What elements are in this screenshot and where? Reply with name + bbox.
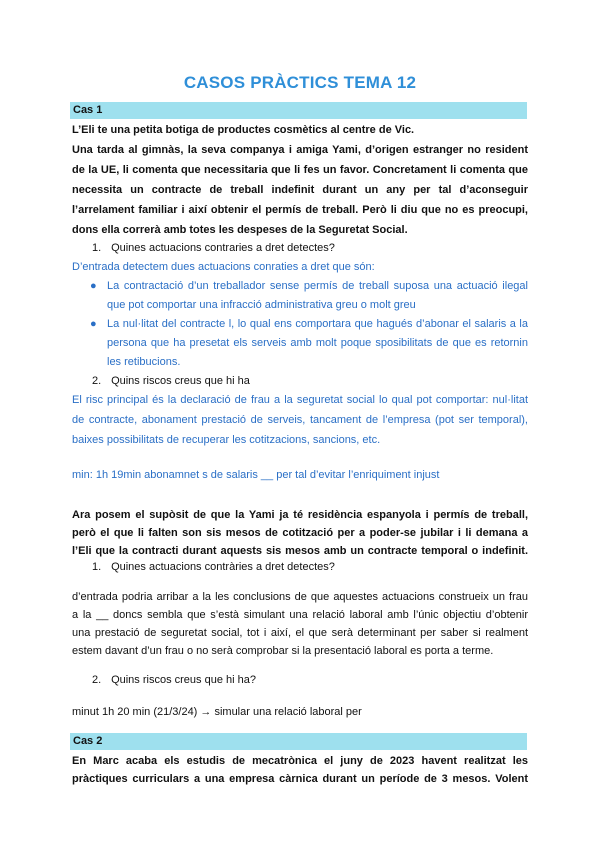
case-1-bullet-2-line: persona que ha presetat els serveis amb molt poque sposibilitats de que es retornin — [107, 337, 528, 349]
case-1-answer-2-line: baixes possibilitats de recuperar les cotitzacions, sancions, etc. — [72, 434, 381, 446]
bullet-icon: ● — [90, 318, 97, 330]
question-number: 2. — [92, 674, 102, 686]
case-2-header: Cas 2 — [70, 733, 527, 750]
case-2-intro-line: En Marc acaba els estudis de mecatrònica el juny de 2023 havent realitzat les — [72, 755, 528, 767]
case-1b-note: minut 1h 20 min (21/3/24) → simular una relació laboral per — [72, 706, 362, 718]
question-text: Quines actuacions contràries a dret detectes? — [111, 561, 335, 573]
bullet-icon: ● — [90, 280, 97, 292]
case-1b-intro-line: l’Eli que la contracti durant aquests sis mesos amb un contracte temporal o indefinit. — [72, 545, 528, 557]
case-1b-intro-line: però el que li falten son sis mesos de cotització per a poder-se jubilar i li demana a — [72, 527, 528, 539]
case-1-note: min: 1h 19min abonamnet s de salaris __ per tal d’evitar l’enriquiment injust — [72, 469, 440, 481]
question-number: 1. — [92, 561, 102, 573]
case-1b-question-1 — [92, 558, 335, 576]
case-1-header: Cas 1 — [70, 102, 527, 119]
case-2-intro-line: pràctiques curriculars a una empresa càrnica durant un període de 3 mesos. Volent — [72, 773, 528, 785]
document-title: CASOS PRÀCTICS TEMA 12 — [183, 73, 417, 92]
case-1-intro-line: necessita un contracte de treball indefinit durant un any per tal d’aconseguir — [72, 184, 528, 196]
case-1b-question-2 — [92, 671, 256, 689]
case-1-intro-line: dons ella correrà amb totes les despeses de la Seguretat Social. — [72, 224, 408, 236]
question-text: Quins riscos creus que hi ha? — [111, 674, 256, 686]
case-1-bullet-1-line: que pot comportar una infracció administrativa greu o molt greu — [107, 299, 416, 311]
case-1-question-2 — [92, 372, 250, 390]
case-1-intro-line: de la UE, li comenta que necessitaria que li fes un favor. Concretament li comenta que — [72, 164, 528, 176]
case-1-question-1 — [92, 239, 335, 257]
case-1-answer-2-line: de contracte, abonament prestació de serveis, tancament de l’empresa (pot ser temporal), — [72, 414, 528, 426]
question-text: Quins riscos creus que hi ha — [111, 375, 250, 387]
case-1-bullet-2-line: les retibucions. — [107, 356, 181, 368]
question-text: Quines actuacions contraries a dret detectes? — [111, 242, 335, 254]
case-1b-answer-1-line: estem davant d’un frau o no serà comprobar si la presentació laboral es porta a terme. — [72, 645, 494, 657]
case-1-bullet-1-line: La contractació d’un treballador sense permís de treball suposa una actuació ilegal — [107, 280, 528, 292]
case-1-answer-2-line: El risc principal és la declaració de frau a la seguretat social lo qual pot comportar: nul·litat — [72, 394, 528, 406]
case-1b-answer-1-line: una prestació de seguretat social, tot i així, el que serà determinant per saber si realment — [72, 627, 528, 639]
case-1b-answer-1-line: a la __ doncs sembla que s’està simulant una relació laboral amb l’únic objectiu d’obtenir — [72, 609, 528, 621]
case-1-bullet-2-line: La nul·litat del contracte l, lo qual ens comportara que hagués d’abonar el salaris a la — [107, 318, 528, 330]
case-1b-answer-1-line: d’entrada podria arribar a la les conclusions de que aquestes actuacions construeix un frau — [72, 591, 528, 603]
case-1-intro-line: L’Eli te una petita botiga de productes cosmètics al centre de Vic. — [72, 124, 415, 136]
case-1-intro-line: Una tarda al gimnàs, la seva companya i amiga Yami, d’origen estranger no resident — [72, 144, 528, 156]
question-number: 1. — [92, 242, 102, 254]
case-1b-intro-line: Ara posem el supòsit de que la Yami ja té residència espanyola i permís de treball, — [72, 509, 528, 521]
question-number: 2. — [92, 375, 102, 387]
case-1-answer-1-intro: D’entrada detectem dues actuacions conraties a dret que són: — [72, 261, 375, 273]
case-1-intro-line: l’arrelament familiar i així obtenir el permís de treball. Però li diu que no es preocupi, — [72, 204, 528, 216]
